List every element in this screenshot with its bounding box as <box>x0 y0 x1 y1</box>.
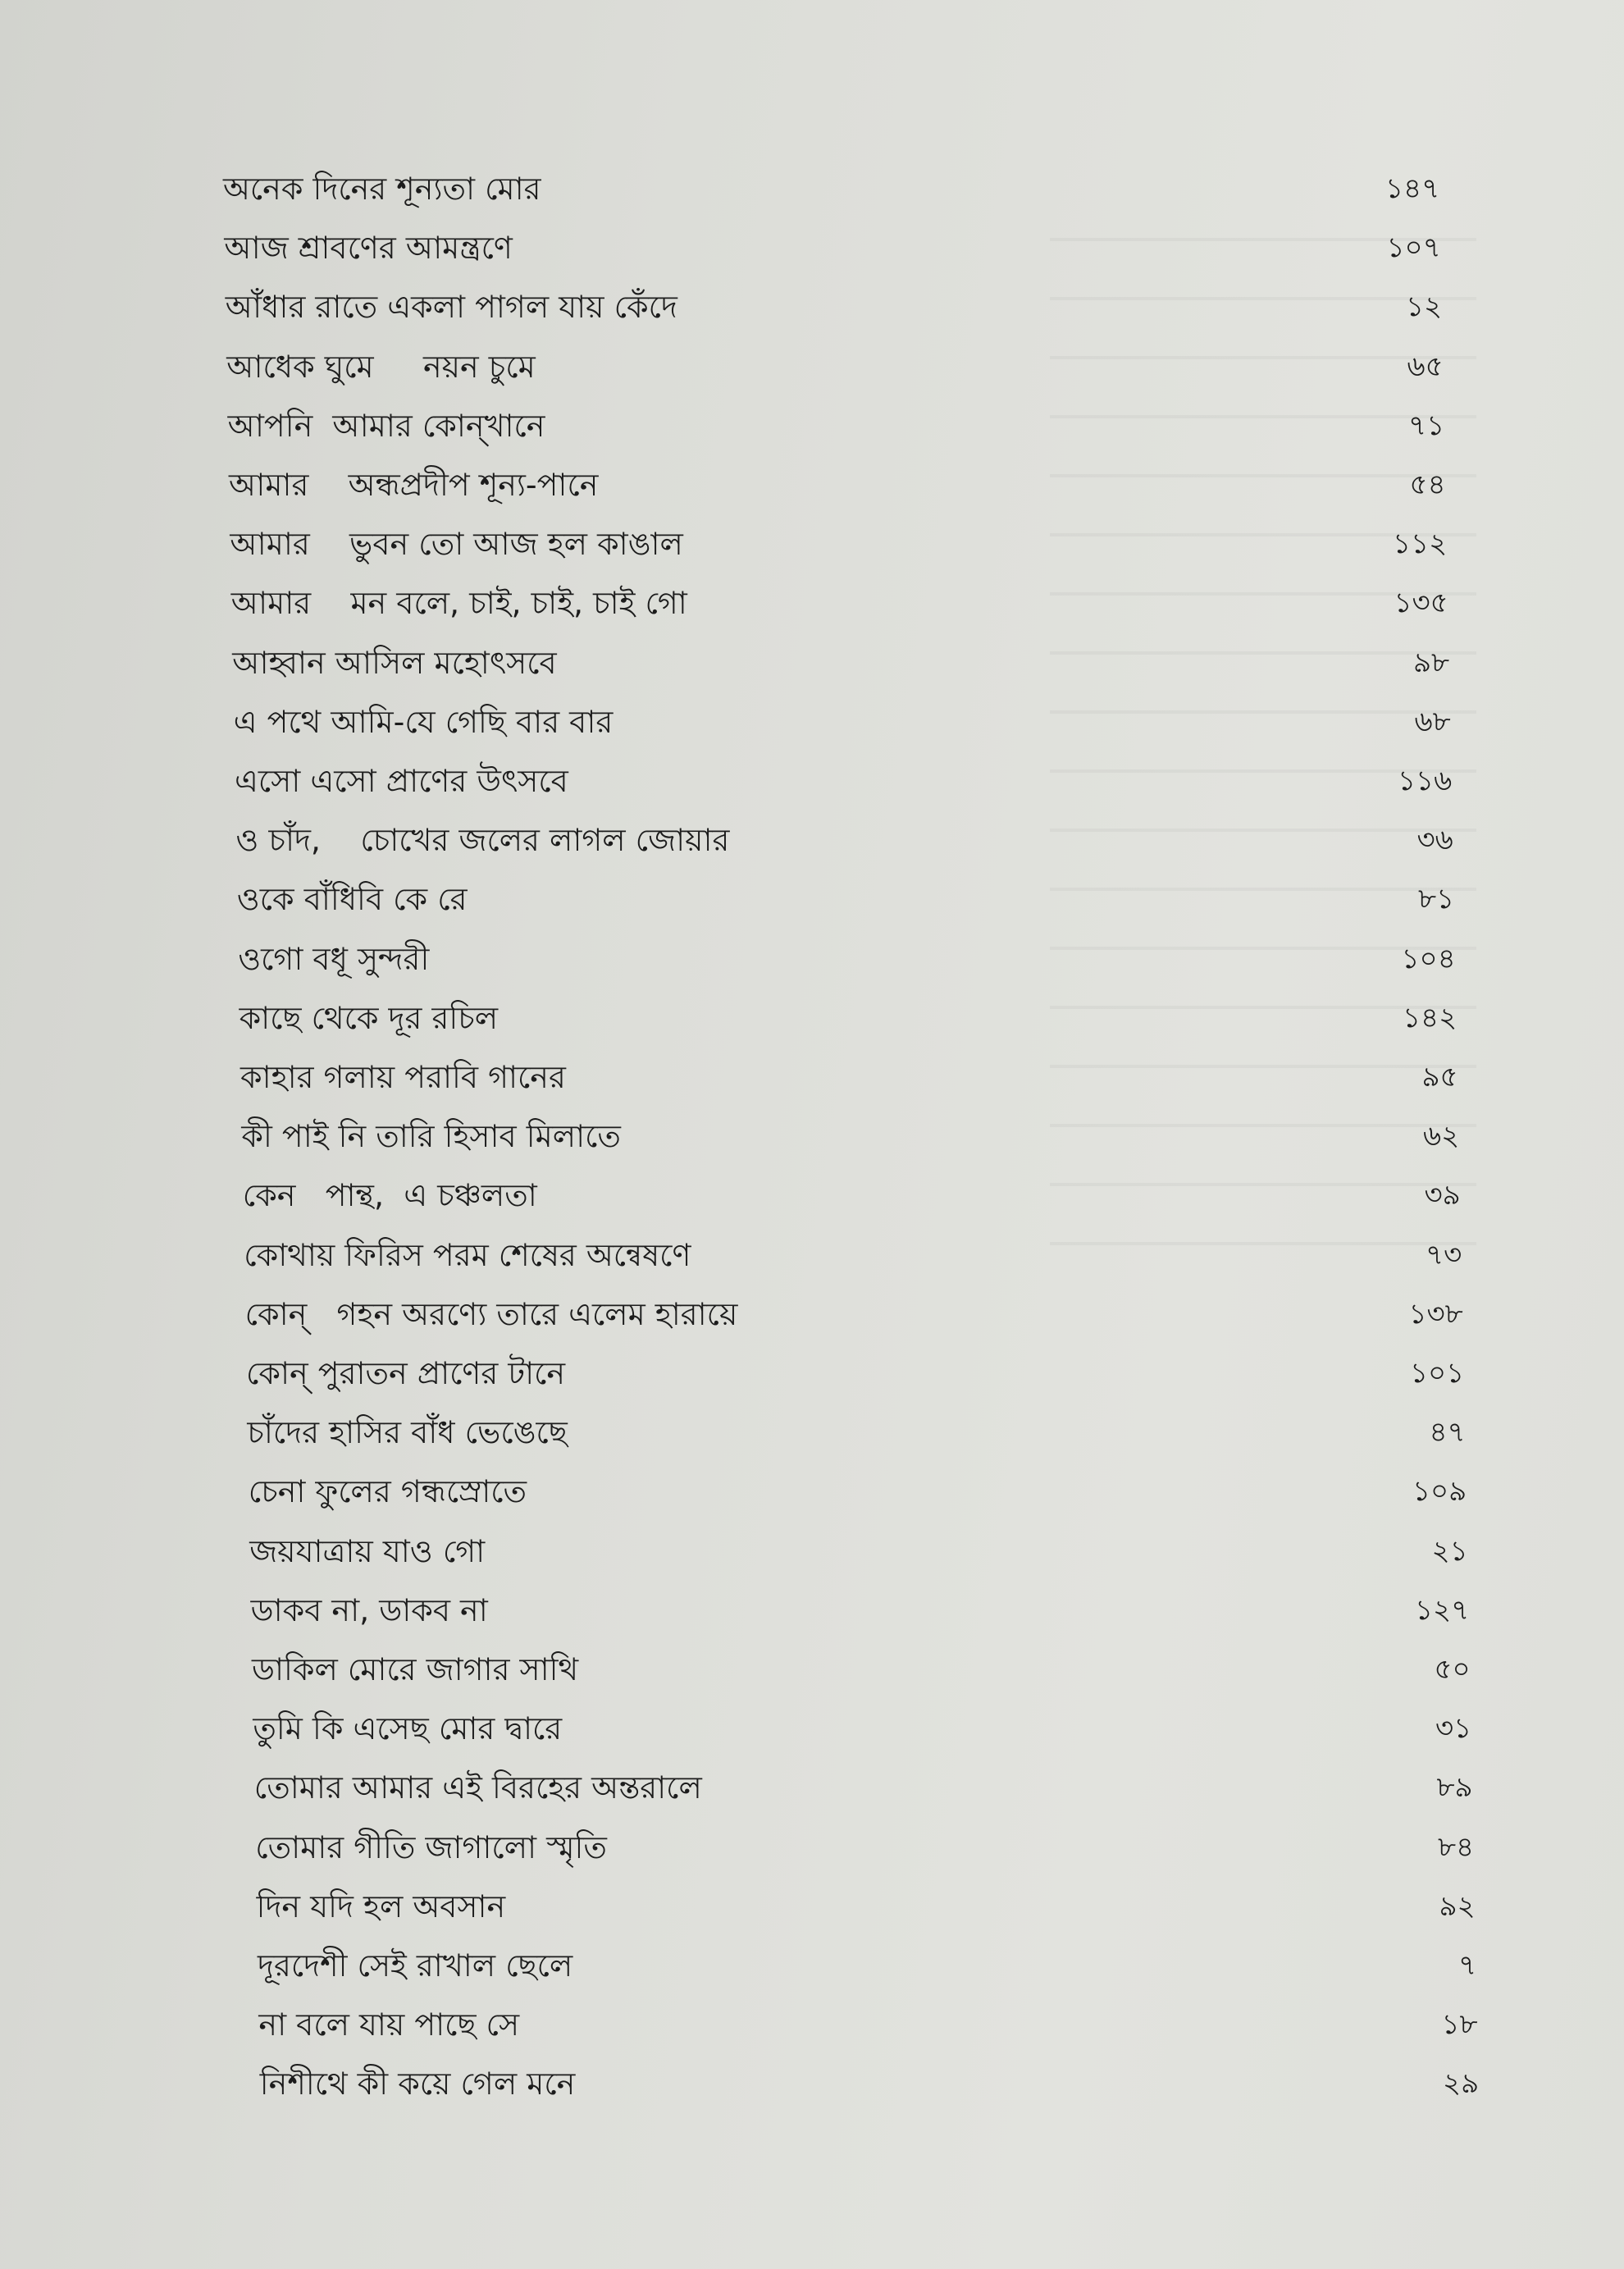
index-entry <box>226 342 1444 391</box>
index-entry <box>244 1230 1462 1280</box>
song-title: আমার মন বলে, চাই, চাই, চাই গো <box>230 585 687 622</box>
index-entry <box>259 2059 1480 2108</box>
index-entry <box>233 697 1451 746</box>
page-number: ১৩৮ <box>1408 1297 1463 1331</box>
index-entry <box>235 756 1453 806</box>
song-title: আমার ভুবন তো আজ হল কাঙাল <box>230 526 683 563</box>
page-number: ৫৪ <box>1409 468 1446 501</box>
song-title: দিন যদি হল অবসান <box>256 1888 506 1924</box>
song-title: তোমার গীতি জাগালো স্মৃতি <box>255 1828 607 1865</box>
page-number: ৩৬ <box>1416 824 1453 857</box>
song-title: ডাকব না, ডাকব না <box>250 1591 488 1628</box>
song-title: ডাকিল মোরে জাগার সাথি <box>252 1651 579 1687</box>
song-title: এসো এসো প্রাণের উৎসবে <box>235 763 568 799</box>
index-entry <box>249 1527 1468 1576</box>
index-entry <box>248 1467 1467 1516</box>
song-title: এ পথে আমি-যে গেছি বার বার <box>233 703 614 740</box>
index-entry <box>232 638 1450 687</box>
song-title: চাঁদের হাসির বাঁধ ভেঙেছে <box>247 1414 568 1451</box>
song-title: চেনা ফুলের গন্ধস্রোতে <box>248 1473 527 1510</box>
page-number: ৮১ <box>1417 883 1455 916</box>
index-entry <box>240 1052 1458 1102</box>
page-number: ১৮ <box>1441 2008 1478 2042</box>
page-number: ১২ <box>1405 290 1443 324</box>
index-entry <box>258 1941 1477 1990</box>
index-entry <box>223 164 1440 213</box>
index-entry <box>230 578 1448 628</box>
index-entry <box>238 934 1456 984</box>
page-number: ৬৮ <box>1414 705 1451 738</box>
index-entry <box>224 223 1441 272</box>
index-entry <box>253 1704 1472 1753</box>
song-title: আহ্বান আসিল মহোৎসবে <box>232 644 557 681</box>
page-number: ২৯ <box>1442 2067 1480 2101</box>
index-entry <box>258 2000 1478 2049</box>
index-entry <box>250 1586 1470 1635</box>
page-number: ৯৮ <box>1412 646 1450 679</box>
song-title: কাছে থেকে দূর রচিল <box>239 999 499 1036</box>
song-title: দূরদেশী সেই রাখাল ছেলে <box>258 1947 573 1984</box>
page-number: ৭৩ <box>1425 1238 1462 1271</box>
page-number: ৪৭ <box>1429 1416 1466 1450</box>
song-title: কেন পান্থ, এ চঞ্চলতা <box>242 1177 537 1214</box>
page-number: ১০৯ <box>1412 1475 1467 1509</box>
song-title: আপনি আমার কোন্‌খানে <box>227 407 545 444</box>
song-title: অনেক দিনের শূন্যতা মোর <box>223 171 541 207</box>
index-entry <box>235 815 1453 865</box>
song-title: আধেক ঘুমে নয়ন চুমে <box>226 348 536 385</box>
page-number: ১৩৫ <box>1394 587 1448 620</box>
song-title: কোথায় ফিরিস পরম শেষের অন্বেষণে <box>244 1236 691 1273</box>
song-title: ও চাঁদ, চোখের জলের লাগল জোয়ার <box>235 822 730 859</box>
page-number: ১৪২ <box>1402 1001 1457 1034</box>
song-title: আঁধার রাতে একলা পাগল যায় কেঁদে <box>225 289 677 326</box>
page-number: ১০১ <box>1410 1357 1465 1390</box>
page-number: ৬৫ <box>1407 349 1444 383</box>
song-title: নিশীথে কী কয়ে গেল মনে <box>259 2066 576 2102</box>
page-number: ৯২ <box>1439 1889 1476 1923</box>
song-title: কাহার গলায় পরাবি গানের <box>240 1059 566 1095</box>
page-number: ৬২ <box>1422 1120 1460 1153</box>
song-title: ওগো বধূ সুন্দরী <box>238 940 430 977</box>
index-entry <box>236 874 1455 924</box>
song-title: ওকে বাঁধিবি কে রে <box>236 881 468 918</box>
index-entry <box>227 401 1445 450</box>
index-entry <box>242 1171 1461 1220</box>
index-entry <box>239 993 1457 1043</box>
page-number: ১১৬ <box>1398 765 1453 797</box>
page-number: ১২৭ <box>1414 1593 1470 1627</box>
song-title: আমার অন্ধপ্রদীপ শূন্য-পানে <box>229 467 599 503</box>
page-number: ২১ <box>1431 1534 1468 1568</box>
page-number: ৭ <box>1458 1949 1477 1982</box>
song-title: আজ শ্রাবণের আমন্ত্রণে <box>224 230 513 267</box>
index-entry <box>256 1882 1476 1931</box>
song-title: কোন্ পুরাতন প্রাণের টানে <box>246 1355 566 1391</box>
page-number: ১৪৭ <box>1385 172 1440 205</box>
song-title: জয়যাত্রায় যাও গো <box>249 1532 486 1569</box>
index-entry <box>247 1408 1466 1457</box>
page-number: ৫০ <box>1434 1653 1471 1686</box>
index-entry <box>229 460 1446 509</box>
index-entry <box>253 1763 1473 1812</box>
index-entry <box>225 282 1443 331</box>
page-number: ৮৪ <box>1437 1830 1475 1864</box>
page-number: ৮৯ <box>1436 1771 1473 1805</box>
song-title: তোমার আমার এই বিরহের অন্তরালে <box>253 1769 702 1806</box>
page-number: ৯৫ <box>1421 1061 1458 1093</box>
page-number: ৩১ <box>1435 1712 1472 1746</box>
page-number: ৭১ <box>1407 409 1445 442</box>
song-title: তুমি কি এসেছ মোর দ্বারে <box>253 1710 563 1747</box>
page-number: ১০৪ <box>1401 942 1456 975</box>
song-title: কী পাই নি তারি হিসাব মিলাতে <box>241 1118 621 1155</box>
index-entry <box>255 1823 1475 1872</box>
song-title: না বলে যায় পাছে সে <box>258 2006 520 2043</box>
page-number: ১০৭ <box>1386 231 1441 265</box>
song-title: কোন্ গহন অরণ্যে তারে এলেম হারায়ে <box>244 1295 738 1332</box>
page-number: ১১২ <box>1392 527 1448 561</box>
index-entry <box>252 1645 1471 1694</box>
index-entry <box>246 1349 1465 1398</box>
index-entry <box>244 1290 1463 1339</box>
page-number: ৩৯ <box>1424 1179 1461 1212</box>
index-entry <box>230 519 1448 568</box>
index-entry <box>241 1112 1460 1161</box>
